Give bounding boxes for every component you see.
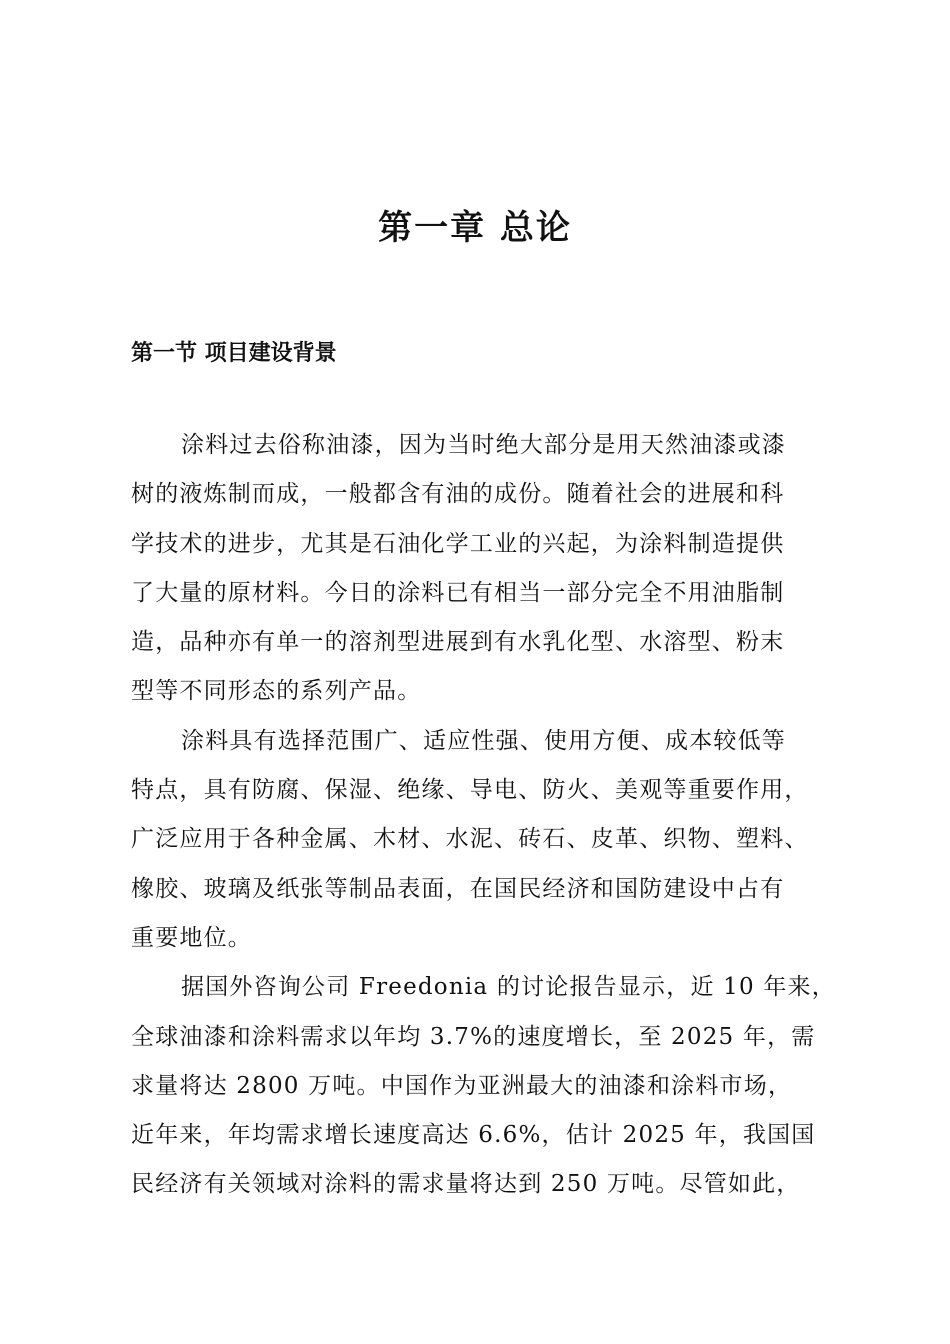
paragraph-line: 据国外咨询公司 Freedonia 的讨论报告显示，近 10 年来，: [181, 974, 836, 1001]
paragraph-line: 橡胶、玻璃及纸张等制品表面，在国民经济和国防建设中占有: [131, 875, 785, 902]
paragraph-line: 了大量的原材料。今日的涂料已有相当一部分完全不用油脂制: [131, 579, 785, 606]
paragraph-line: 树的液炼制而成，一般都含有油的成份。随着社会的进展和科: [131, 481, 785, 508]
paragraph-line: 学技术的进步，尤其是石油化学工业的兴起，为涂料制造提供: [131, 530, 785, 557]
paragraph-line: 求量将达 2800 万吨。中国作为亚洲最大的油漆和涂料市场，: [131, 1072, 793, 1099]
section-title: 第一节 项目建设背景: [131, 341, 337, 366]
paragraph-line: 民经济有关领域对涂料的需求量将达到 250 万吨。尽管如此，: [131, 1171, 801, 1198]
paragraph-line: 重要地位。: [131, 924, 252, 951]
paragraph-line: 型等不同形态的系列产品。: [131, 678, 422, 705]
chapter-title: 第一章 总论: [378, 208, 572, 248]
paragraph-line: 近年来，年均需求增长速度高达 6.6%，估计 2025 年，我国国: [131, 1122, 816, 1149]
paragraph-2: [131, 717, 831, 963]
paragraph-line: 造，品种亦有单一的溶剂型进展到有水乳化型、水溶型、粉末: [131, 629, 785, 656]
paragraph-line: 广泛应用于各种金属、木材、水泥、砖石、皮革、织物、塑料、: [131, 826, 809, 853]
paragraph-1: [131, 421, 831, 717]
paragraph-line: 特点，具有防腐、保湿、绝缘、导电、防火、美观等重要作用，: [131, 777, 809, 804]
paragraph-3: [131, 963, 836, 1209]
paragraph-line: 全球油漆和涂料需求以年均 3.7%的速度增长，至 2025 年，需: [131, 1023, 816, 1050]
body-text: [131, 421, 836, 1210]
paragraph-line: 涂料具有选择范围广、适应性强、使用方便、成本较低等: [181, 727, 786, 754]
paragraph-line: 涂料过去俗称油漆，因为当时绝大部分是用天然油漆或漆: [181, 432, 786, 458]
